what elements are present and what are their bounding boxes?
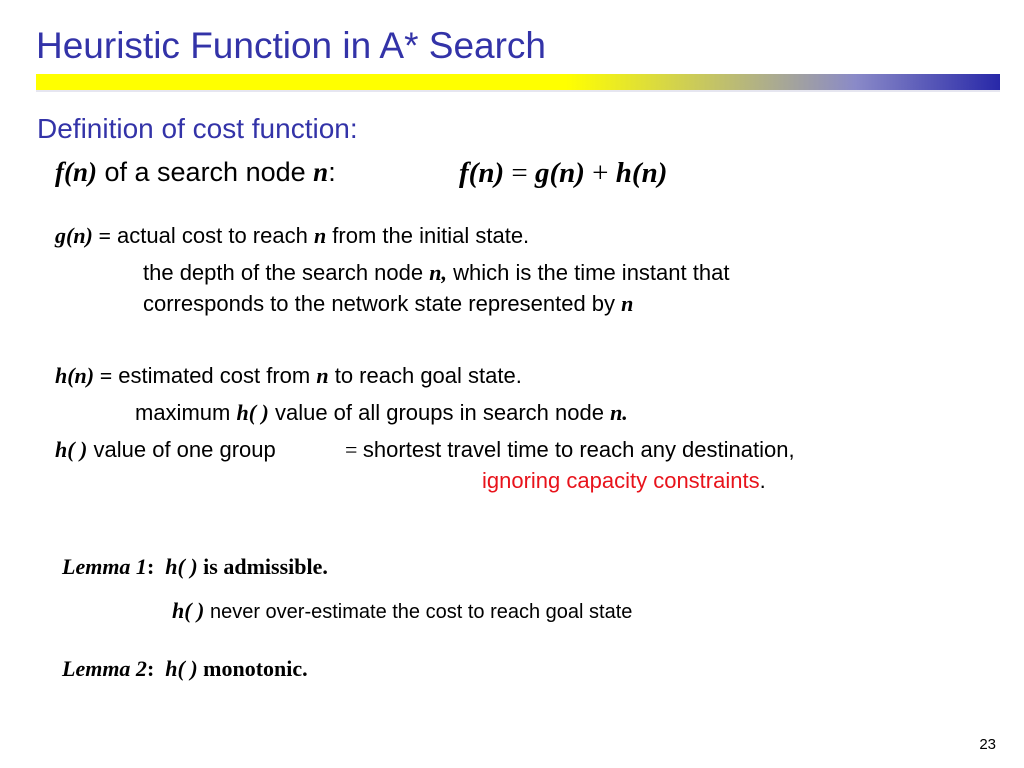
g-detail-text-1a: the depth of the search node (143, 260, 430, 285)
lemma-1 (62, 554, 328, 580)
g-detail-line-1 (143, 260, 729, 286)
group-highlight-line (482, 468, 766, 494)
h-definition-line (55, 363, 522, 389)
formula-h: h(n) (615, 157, 668, 189)
g-symbol: g(n) = (55, 223, 111, 248)
lemma-1-detail-h: h( ) (172, 598, 205, 623)
h-detail-text-b: value of all groups in search node (268, 400, 611, 425)
formula-g: g(n) (534, 157, 585, 189)
group-period: . (759, 468, 766, 493)
h-detail-text-a: maximum (135, 400, 237, 425)
f-symbol: f(n) (55, 157, 97, 187)
g-detail-variable-2: n (621, 291, 634, 316)
f-definition-text: of a search node (97, 157, 314, 187)
g-definition-line (55, 223, 529, 249)
h-definition-text-1: estimated cost from (112, 363, 317, 388)
section-heading: Definition of cost function: (37, 113, 358, 144)
g-detail-text-2a: corresponds to the network state represented by (143, 291, 622, 316)
lemma-2-colon: : (146, 656, 155, 681)
lemma-2-claim: monotonic. (197, 656, 308, 681)
h-detail-h: h( ) (236, 400, 269, 425)
cost-formula (459, 157, 667, 190)
g-definition-text-2: from the initial state. (326, 223, 530, 248)
group-definition-line (55, 437, 276, 463)
h-symbol: h(n) = (55, 363, 113, 388)
formula-plus: + (584, 157, 616, 189)
h-detail-line (135, 400, 628, 426)
g-detail-text-1b: which is the time instant that (446, 260, 730, 285)
capacity-highlight: ignoring capacity constraints (482, 468, 760, 493)
f-definition-line (55, 157, 336, 188)
lemma-1-label: Lemma 1 (62, 554, 147, 579)
group-h-symbol: h( ) (55, 437, 88, 462)
lemma-1-detail (172, 598, 632, 624)
lemma-1-claim: is admissible. (197, 554, 328, 579)
lemma-2 (62, 656, 308, 682)
g-detail-variable: n, (429, 260, 447, 285)
group-definition-text-1: value of one group (87, 437, 276, 462)
g-detail-line-2 (143, 291, 633, 317)
lemma-2-h: h( ) (165, 656, 198, 681)
page-number: 23 (979, 736, 996, 753)
h-node-variable: n (316, 363, 329, 388)
h-definition-text-2: to reach goal state. (328, 363, 522, 388)
group-equals: = (345, 437, 363, 462)
slide-title: Heuristic Function in A* Search (36, 25, 547, 66)
node-variable: n (313, 157, 329, 187)
lemma-1-detail-text: never over-estimate the cost to reach goal state (204, 601, 633, 623)
h-detail-variable: n. (610, 400, 628, 425)
lemma-2-label: Lemma 2 (62, 656, 147, 681)
f-definition-colon: : (328, 157, 336, 187)
g-node-variable: n (313, 223, 327, 248)
lemma-1-colon: : (146, 554, 155, 579)
formula-f: f(n) (459, 157, 505, 189)
title-underline-shadow (36, 90, 1000, 92)
lemma-1-h: h( ) (165, 554, 198, 579)
formula-equals: = (504, 157, 535, 189)
group-definition-rhs (345, 437, 795, 463)
group-definition-text-2: shortest travel time to reach any destination, (362, 437, 795, 462)
g-definition-text-1: actual cost to reach (110, 223, 314, 248)
